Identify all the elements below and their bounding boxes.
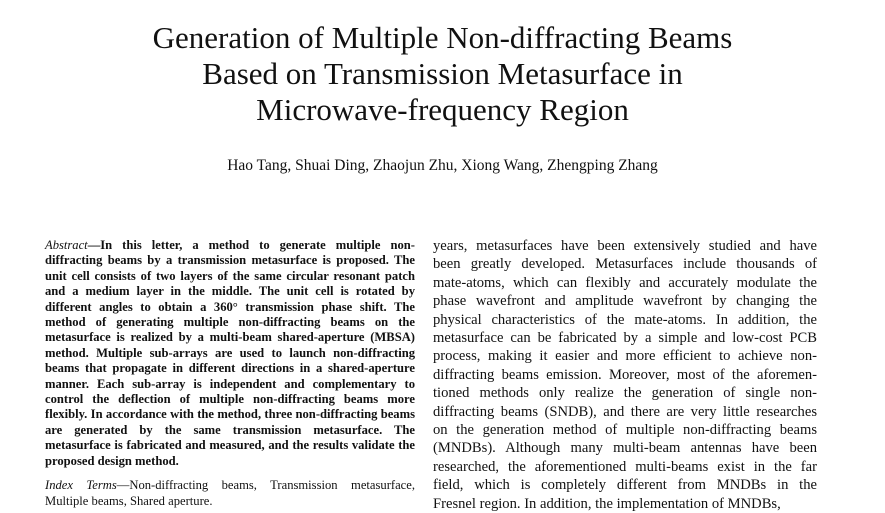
body-line: (MNDBs). Although many multi-beam antennas have been [433, 440, 817, 457]
title-line: Generation of Multiple Non-diffracting Beams [152, 20, 733, 55]
body-line: field, which is completely different from MNDBs in the [433, 477, 817, 494]
body-line: Fresnel region. In addition, the implementation of MNDBs, [433, 495, 781, 512]
title-line: Based on Transmission Metasurface in [202, 56, 683, 91]
author-list: Hao Tang, Shuai Ding, Zhaojun Zhu, Xiong Wang, Zhengping Zhang [227, 157, 658, 174]
body-line: tioned methods only realize the generation of single non- [433, 385, 817, 402]
right-column [433, 237, 817, 513]
abstract-text: —In this letter, a method to generate multiple non-diffracting beams by a transmission metasurface is proposed. The unit cell consists of two layers of the same circular resonant patch and a medium layer in the middle. The unit cell is rotated by different angles to obtain a 360° transmission phase shift. The method of generating multiple non-diffracting beams on the metasurface is realized by a multi-beam shared-aperture (MBSA) method. Multiple sub-arrays are used to launch non-diffracting beams that propagate in different directions in a shared-aperture manner. Each sub-array is independent and complementary to control the deflection of multiple non-diffracting beams more flexibly. In accordance with the method, three non-diffracting beams are generated by the same transmission metasurface. The metasurface is fabricated and measured, and the results validate the proposed design method. [45, 238, 415, 468]
body-line: physical characteristics of the mate-atoms. In addition, the [433, 311, 817, 328]
body-line: metasurface can be fabricated by a simple and low-cost PCB [433, 330, 817, 347]
paper-title [40, 20, 845, 128]
body-line: years, metasurfaces have been extensively studied and have [433, 238, 817, 254]
left-column [45, 238, 415, 509]
body-line: process, making it easier and more efficient to achieve non- [433, 348, 817, 365]
body-line: diffracting beams emission. Moreover, most of the aforemen- [433, 366, 817, 383]
abstract-heading: Abstract [45, 238, 88, 252]
index-terms-text: —Non-diffracting beams, Transmission metasurface, Multiple beams, Shared aperture. [45, 478, 416, 508]
body-line: phase wavefront and amplitude wavefront by changing the [433, 293, 817, 310]
index-terms-paragraph [45, 478, 415, 509]
body-line: on the generation method of multiple non-diffracting beams [433, 422, 817, 439]
title-line: Microwave-frequency Region [256, 92, 629, 127]
body-line: been greatly developed. Metasurfaces include thousands of [433, 256, 817, 273]
body-line: mate-atoms, which can flexibly and accurately modulate the [433, 274, 817, 291]
abstract-paragraph [45, 238, 415, 469]
body-line: researched, the aforementioned multi-beams exist in the far [433, 458, 817, 475]
index-terms-heading: Index Terms [45, 478, 117, 493]
body-line: diffracting beams (SNDB), and there are very little researches [433, 403, 817, 420]
